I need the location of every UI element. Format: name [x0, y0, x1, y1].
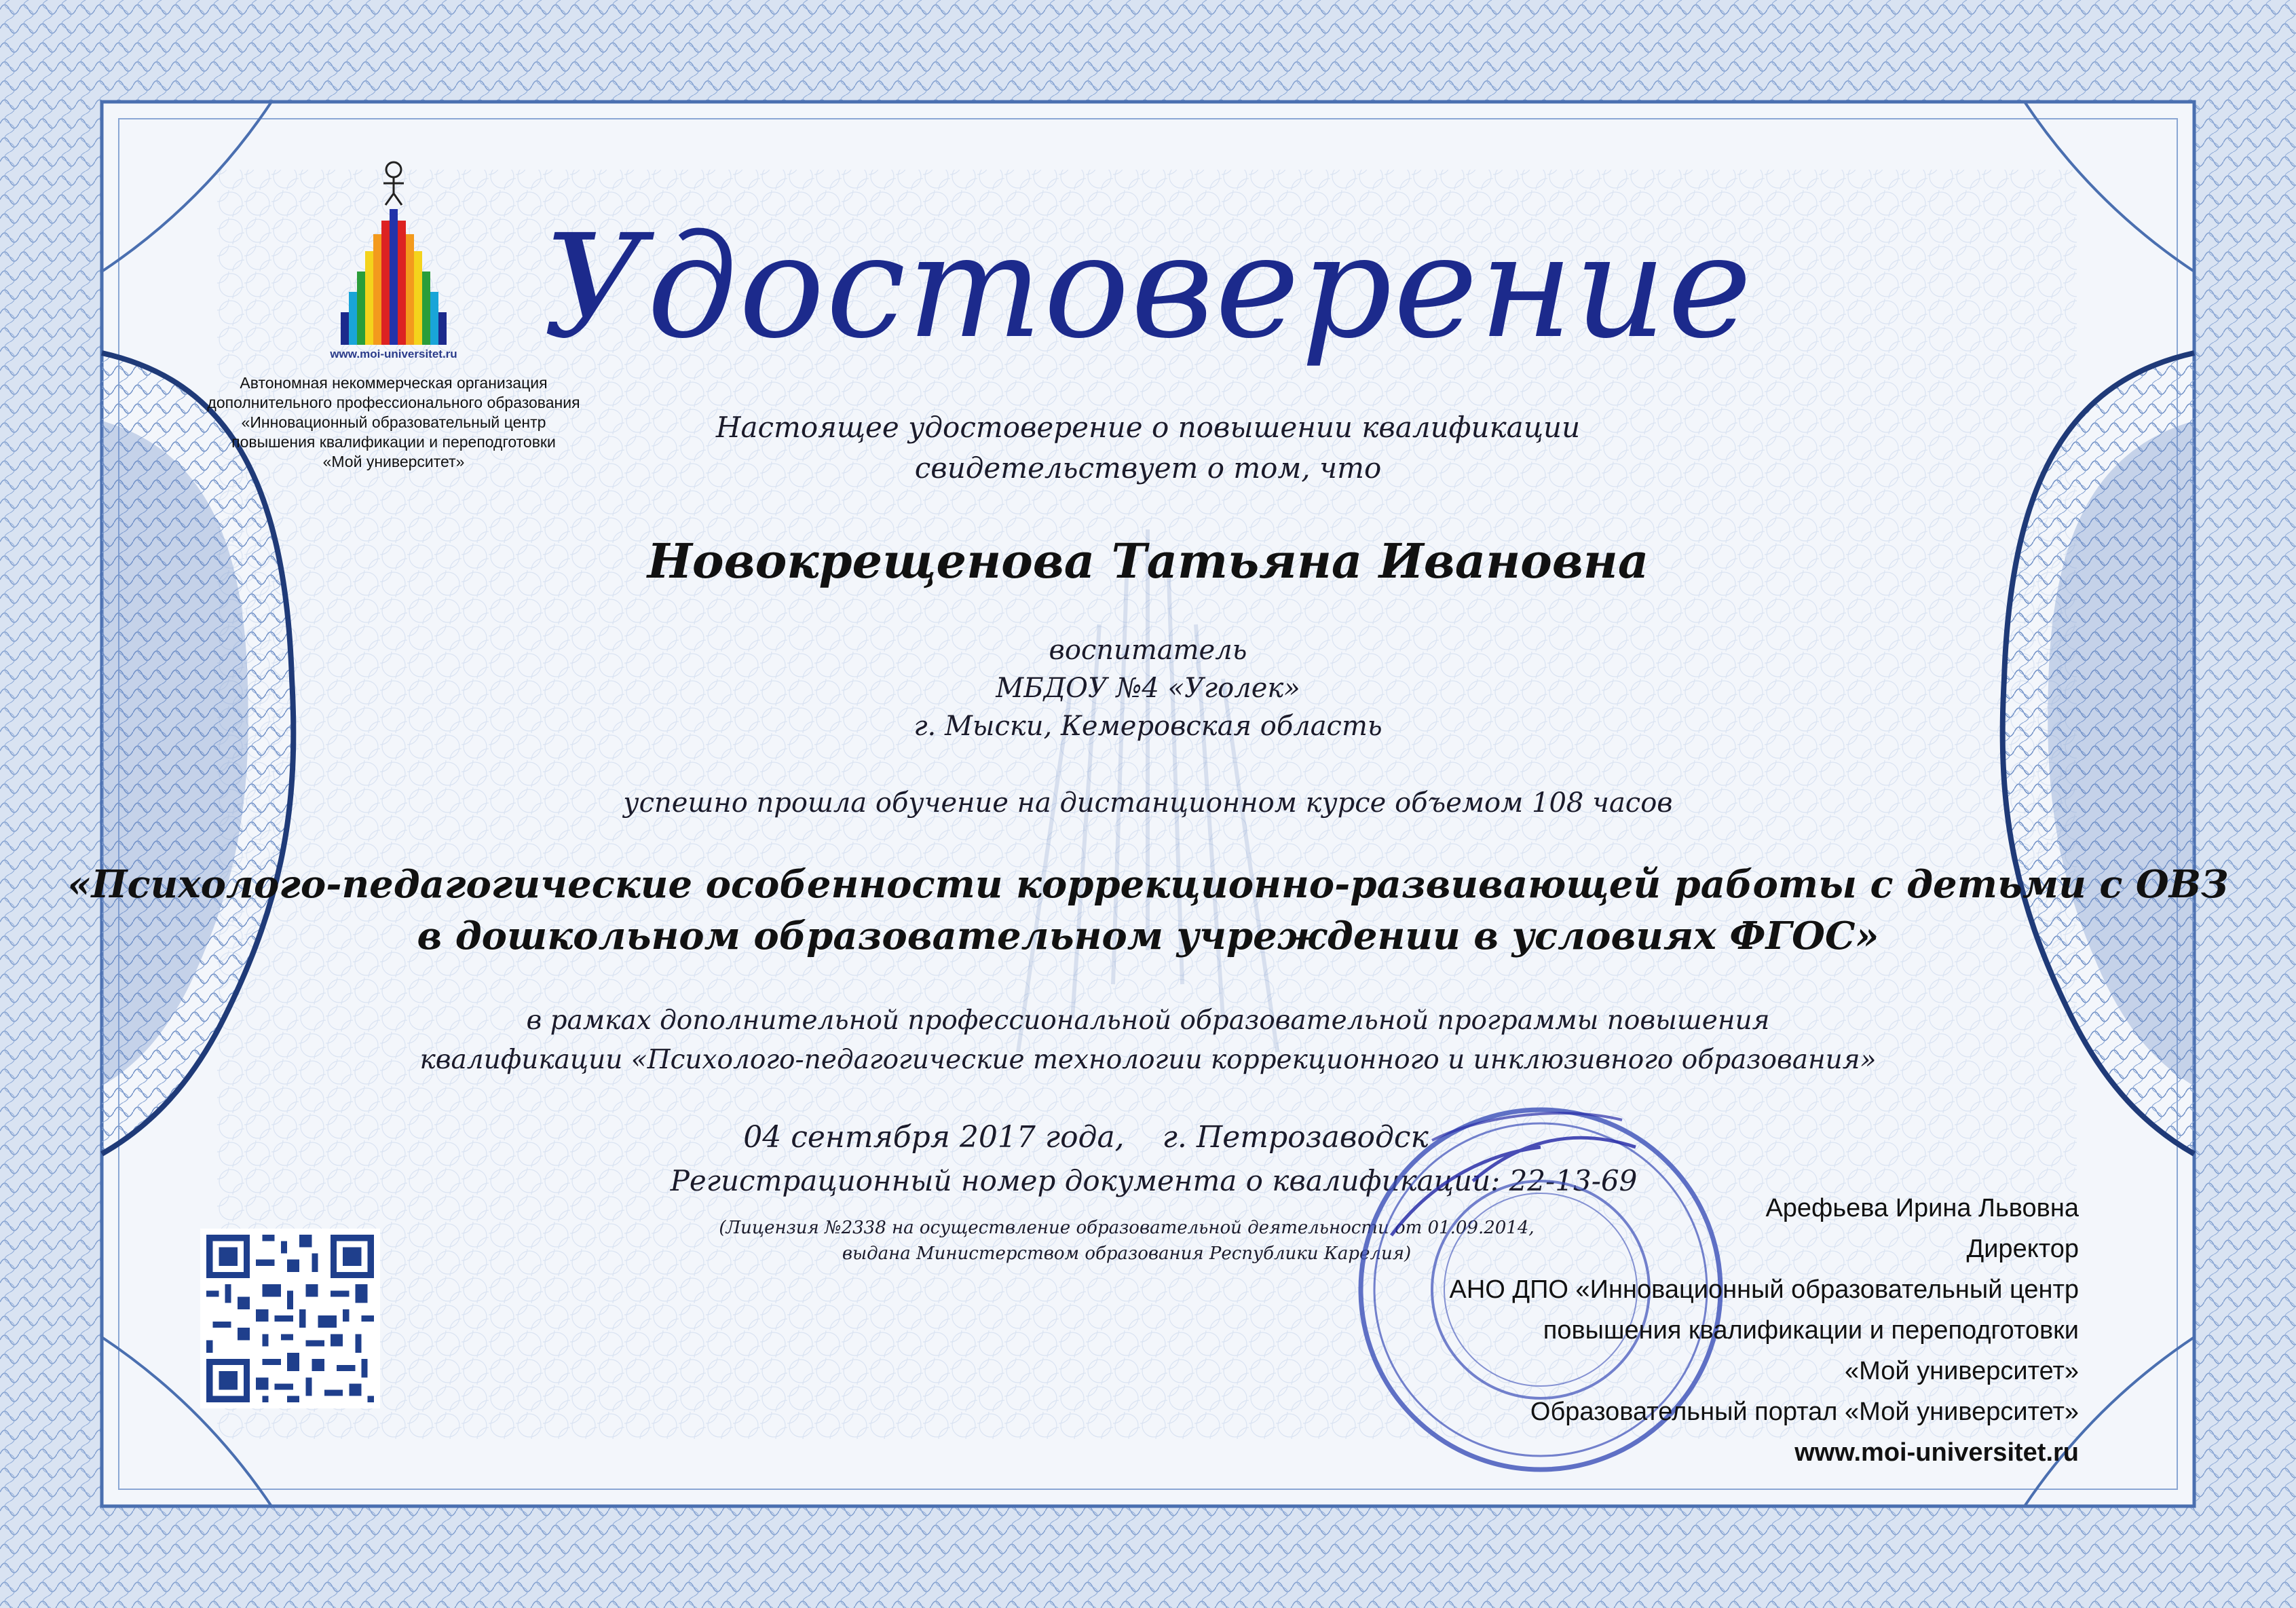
certificate-title: Удостоверение [542, 204, 1754, 370]
date-place: 04 сентября 2017 года, г. Петрозаводск [743, 1120, 1429, 1155]
program-line-1: в рамках дополнительной профессиональной образовательной программы повышения [526, 1005, 1770, 1036]
course-line-2: в дошкольном образовательном учреждении в условиях ФГОС» [417, 914, 1879, 958]
signer-title: Директор [1966, 1235, 2079, 1263]
intro-line-2: свидетельствует о том, что [914, 451, 1382, 485]
portal-site: www.moi-universitet.ru [1794, 1438, 2079, 1467]
program-description [0, 1001, 2296, 1080]
signer-org-line-3: «Мой университет» [1845, 1357, 2079, 1385]
signer-org-line-1: АНО ДПО «Инновационный образовательный центр [1449, 1275, 2079, 1304]
position-institution: МБДОУ №4 «Уголек» [996, 673, 1300, 704]
license-line-1: (Лицензия №2338 на осуществление образовательной деятельности от 01.09.2014, [719, 1218, 1535, 1238]
intro-line-1: Настоящее удостоверение о повышении квалификации [715, 411, 1581, 444]
signatory-block [1449, 1188, 2079, 1473]
org-line: повышения квалификации и переподготовки [231, 433, 556, 451]
recipient-position [0, 631, 2296, 745]
qr-code[interactable] [200, 1229, 380, 1408]
org-line: «Мой университет» [322, 453, 465, 470]
course-title [0, 859, 2296, 962]
intro-text [0, 407, 2296, 489]
org-line: Автономная некоммерческая организация [240, 374, 548, 392]
signer-name: Арефьева Ирина Львовна [1765, 1194, 2079, 1222]
org-line: дополнительного профессионального образования [207, 394, 580, 411]
license-line-2: выдана Министерством образования Республики Карелия) [842, 1244, 1412, 1264]
completion-statement: успешно прошла обучение на дистанционном курсе объемом 108 часов [623, 787, 1673, 819]
registration-number: Регистрационный номер документа о квалификации: 22-13-69 [670, 1164, 1638, 1197]
logo-url: www.moi-universitet.ru [330, 348, 457, 360]
course-line-1: «Психолого-педагогические особенности коррекционно-развивающей работы с детьми с ОВЗ [67, 862, 2229, 907]
signer-org-line-2: повышения квалификации и переподготовки [1543, 1316, 2079, 1345]
position-location: г. Мыски, Кемеровская область [914, 711, 1382, 742]
org-line: «Инновационный образовательный центр [241, 413, 546, 431]
recipient-name: Новокрещенова Татьяна Ивановна [647, 533, 1649, 589]
position-role: воспитатель [1049, 635, 1247, 666]
program-line-2: квалификации «Психолого-педагогические технологии коррекционного и инклюзивного образования» [419, 1045, 1877, 1075]
portal-name: Образовательный портал «Мой университет» [1530, 1398, 2079, 1426]
